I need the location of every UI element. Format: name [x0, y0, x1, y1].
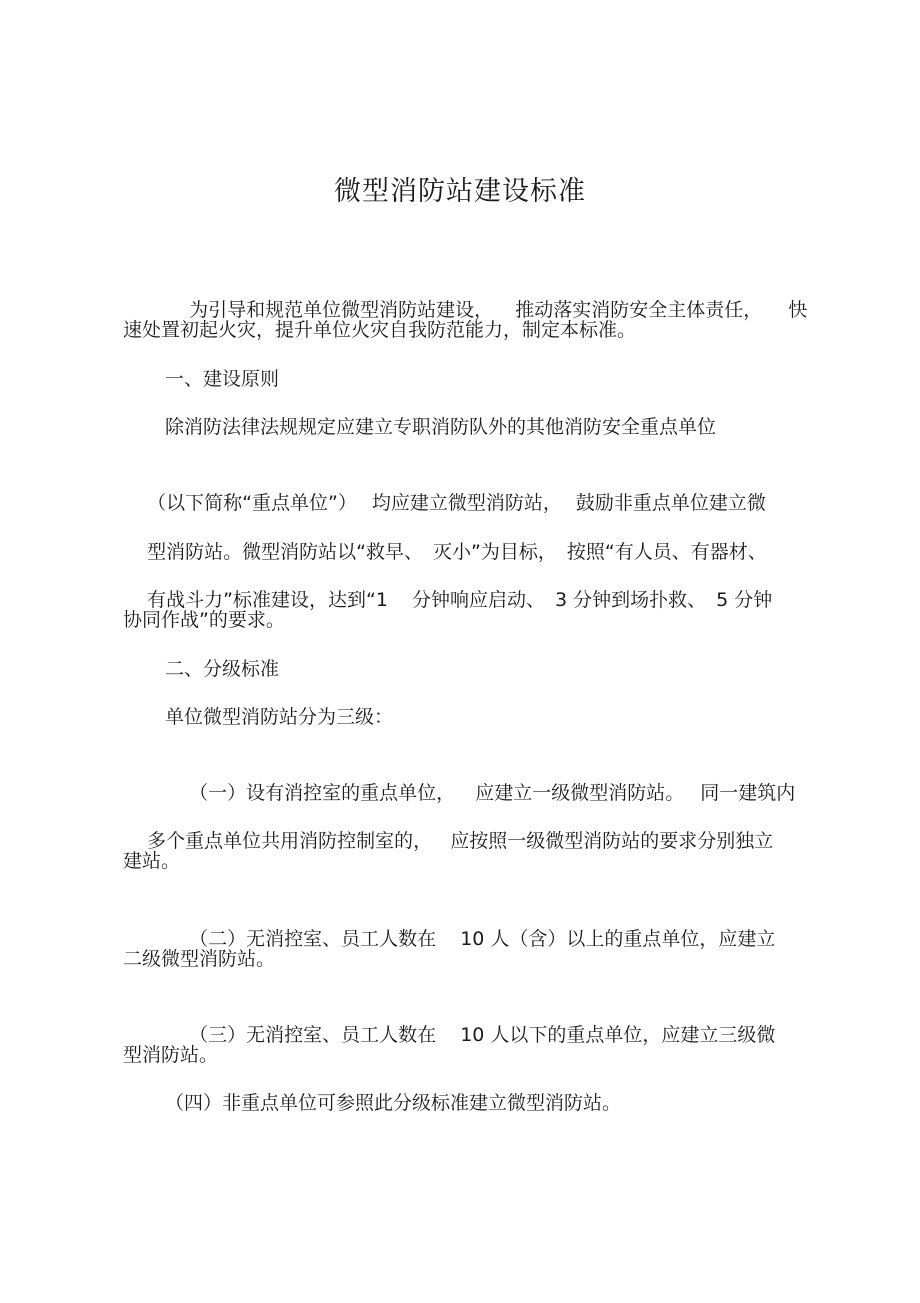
text-segment: 均应建立微型消防站，: [371, 492, 562, 514]
text-segment: 分钟响应启动、: [411, 589, 545, 611]
text-segment: （以下简称“重点单位”）: [147, 492, 357, 514]
item1-line-2: [123, 799, 773, 883]
principle-line-5: 协同作战”的要求。: [123, 609, 285, 631]
item1-line-3: 建站。: [123, 850, 181, 872]
text-segment: 灭小”为目标，: [433, 541, 557, 563]
intro-line-2: 速处置初起火灾，提升单位火灾自我防范能力，制定本标准。: [123, 319, 637, 341]
text-segment: 应建立一级微型消防站。: [475, 782, 685, 804]
text-segment: 按照“有人员、有器材、: [566, 541, 767, 563]
text-segment: （二）无消控室、员工人数在: [189, 928, 437, 950]
text-segment: （三）无消控室、员工人数在: [189, 1024, 437, 1046]
text-segment: 多个重点单位共用消防控制室的，: [147, 830, 433, 852]
item4-line-1: （四）非重点单位可参照此分级标准建立微型消防站。: [165, 1092, 622, 1114]
text-segment: 10 人以下的重点单位，应建立三级微: [460, 1024, 776, 1046]
section-heading-principles: 一、建设原则: [165, 368, 280, 390]
text-segment: 应按照一级微型消防站的要求分别独立: [450, 830, 774, 852]
section-heading-grading: 二、分级标准: [165, 658, 280, 680]
grading-intro: 单位微型消防站分为三级：: [165, 706, 394, 728]
principle-line-1: 除消防法律法规规定应建立专职消防队外的其他消防安全重点单位: [165, 416, 717, 438]
text-segment: 推动落实消防安全主体责任，: [515, 299, 763, 321]
text-segment: 鼓励非重点单位建立微: [575, 492, 766, 514]
text-segment: 5 分钟: [716, 589, 773, 611]
text-segment: 同一建筑内: [700, 782, 796, 804]
document-title: 微型消防站建设标准: [334, 176, 586, 207]
item3-line-1: [165, 993, 775, 1077]
text-segment: 型消防站。微型消防站以“救早、: [147, 541, 424, 563]
text-segment: （一）设有消控室的重点单位，: [189, 782, 456, 804]
text-segment: 3 分钟到场扑救、: [554, 589, 707, 611]
text-segment: 有战斗力”标准建设，达到“1: [147, 589, 388, 611]
item3-line-2: 型消防站。: [123, 1044, 219, 1066]
text-segment: 10 人（含）以上的重点单位，应建立: [460, 928, 776, 950]
text-segment: 快: [788, 299, 808, 321]
item2-line-2: 二级微型消防站。: [123, 948, 276, 970]
text-segment: 为引导和规范单位微型消防站建设，: [189, 299, 494, 321]
